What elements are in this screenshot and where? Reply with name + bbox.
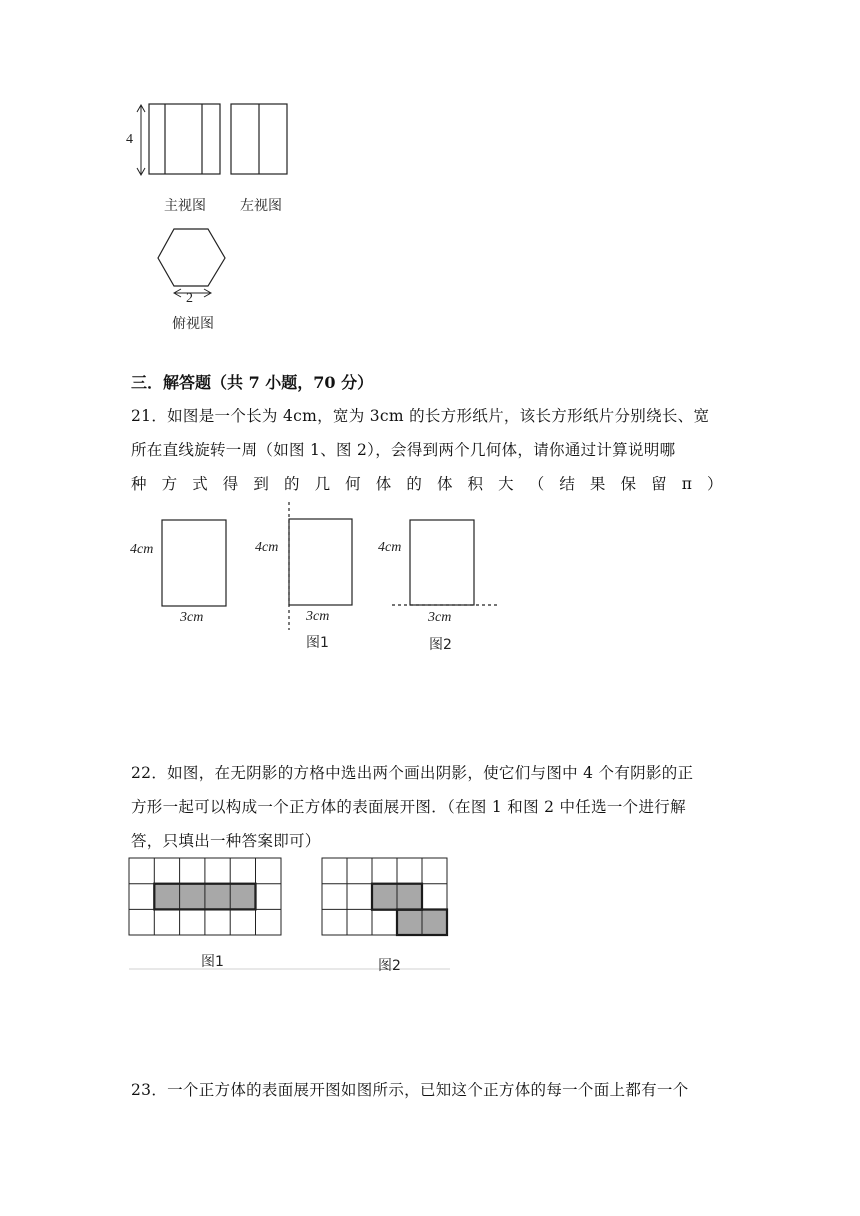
q21-line-1: 21．如图是一个长为 4cm，宽为 3cm 的长方形纸片，该长方形纸片分别绕长、宽 bbox=[131, 407, 710, 425]
q22-line-3: 答，只填出一种答案即可） bbox=[131, 832, 321, 850]
grid-figure-2 bbox=[322, 858, 447, 936]
fig2-height: 4cm bbox=[378, 540, 402, 555]
front-view bbox=[149, 104, 220, 174]
q21-line-3-char: 的 bbox=[406, 475, 423, 493]
fig1-width: 3cm bbox=[306, 609, 330, 624]
q21-line-3-char: 的 bbox=[283, 475, 300, 493]
question-23 bbox=[131, 1073, 741, 1107]
q21-line-3-char: 种 bbox=[131, 475, 147, 493]
q21-line-3-char: 何 bbox=[345, 475, 361, 493]
three-views-figure bbox=[120, 96, 310, 336]
q21-line-3-char: （ bbox=[528, 475, 545, 493]
fig2-caption: 图2 bbox=[429, 637, 452, 653]
q21-line-3-char: 果 bbox=[589, 475, 606, 493]
question-21 bbox=[131, 399, 731, 501]
q21-line-3-char: ） bbox=[706, 475, 723, 493]
q21-line-3-char: 到 bbox=[253, 475, 270, 493]
fig0-height: 4cm bbox=[130, 542, 154, 557]
top-view-hexagon bbox=[158, 229, 225, 286]
fig0-width: 3cm bbox=[180, 610, 204, 625]
q21-line-3-char: 几 bbox=[314, 475, 331, 493]
grid-fig2-caption: 图2 bbox=[378, 958, 401, 974]
fig2-width: 3cm bbox=[428, 610, 452, 625]
q21-line-3-char: 得 bbox=[222, 475, 239, 493]
side-length-label: 2 bbox=[186, 291, 193, 306]
q21-line-3-char: 方 bbox=[161, 475, 178, 493]
section-heading: 三．解答题（共 7 小题，70 分） bbox=[131, 373, 374, 392]
q21-line-3-char: 保 bbox=[620, 475, 637, 493]
q21-line-3-char: 大 bbox=[498, 475, 514, 493]
rectangle-fig1 bbox=[289, 519, 352, 605]
three-views-drawing bbox=[120, 96, 310, 336]
q21-line-2: 所在直线旋转一周（如图 1、图 2），会得到两个几何体，请你通过计算说明哪 bbox=[131, 441, 676, 459]
q21-line-3 bbox=[131, 467, 723, 501]
left-view-label: 左视图 bbox=[240, 198, 282, 214]
q21-line-3-char: 积 bbox=[467, 475, 484, 493]
q21-line-3-char: 体 bbox=[436, 475, 453, 493]
q21-line-3-char: 体 bbox=[375, 475, 392, 493]
question-22 bbox=[131, 756, 741, 858]
q22-line-2: 方形一起可以构成一个正方体的表面展开图．（在图 1 和图 2 中任选一个进行解 bbox=[131, 798, 686, 816]
fig1-height: 4cm bbox=[255, 540, 279, 555]
rectangle-fig2 bbox=[410, 520, 474, 605]
q21-line-3-char: π bbox=[681, 475, 693, 493]
q22-line-1: 22．如图，在无阴影的方格中选出两个画出阴影，使它们与图中 4 个有阴影的正 bbox=[131, 764, 694, 782]
q21-figures bbox=[124, 500, 504, 660]
q22-grids-drawing bbox=[128, 856, 458, 976]
q21-line-3-char: 式 bbox=[192, 475, 208, 493]
q21-line-3-char: 结 bbox=[559, 475, 576, 493]
grid-figure-1 bbox=[129, 858, 281, 935]
grid-fig1-caption: 图1 bbox=[201, 954, 224, 970]
q22-figures bbox=[128, 856, 458, 976]
rectangle-original bbox=[162, 520, 226, 606]
front-view-label: 主视图 bbox=[164, 198, 206, 214]
q23-line-1: 23．一个正方体的表面展开图如图所示，已知这个正方体的每一个面上都有一个 bbox=[131, 1081, 689, 1099]
top-view-label: 俯视图 bbox=[172, 316, 214, 332]
height-label: 4 bbox=[126, 132, 133, 147]
q21-line-3-char: 留 bbox=[651, 475, 667, 493]
fig1-caption: 图1 bbox=[306, 635, 329, 651]
